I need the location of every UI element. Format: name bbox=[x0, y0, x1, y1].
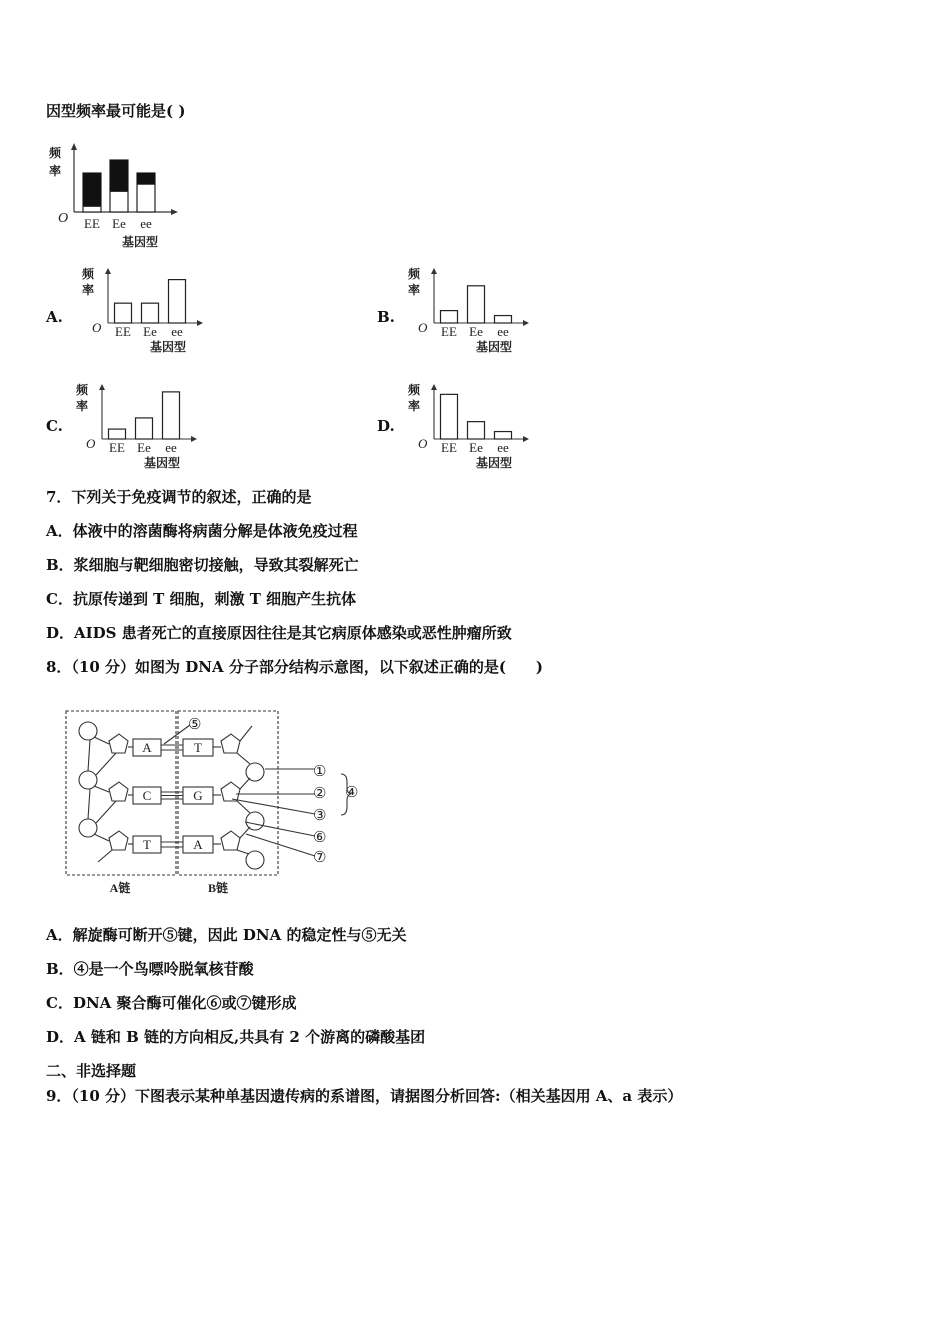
hist-ylabel-1: 频 bbox=[82, 267, 95, 281]
q8-stem: 8．（10 分）如图为 DNA 分子部分结构示意图，以下叙述正确的是( ) bbox=[46, 658, 544, 676]
hist-xlabel: 基因型 bbox=[476, 456, 513, 470]
bar-Ee bbox=[142, 303, 159, 323]
hist-xlabel: 基因型 bbox=[476, 340, 513, 354]
dna-mark-1: ① bbox=[313, 764, 327, 780]
hist-ylabel-2: 率 bbox=[408, 399, 421, 413]
hist-ylabel-2: 率 bbox=[49, 164, 62, 178]
option-c-label[interactable]: C. bbox=[46, 417, 63, 435]
dna-chain-a-label: A链 bbox=[109, 881, 131, 895]
dna-base-right-2: G bbox=[193, 788, 203, 803]
hist-ylabel-1: 频 bbox=[408, 267, 421, 281]
tick-label-EE: EE bbox=[115, 324, 131, 339]
tick-label-EE: EE bbox=[441, 324, 457, 339]
dna-base-left-1: A bbox=[142, 740, 152, 755]
tick-label-EE: EE bbox=[109, 440, 125, 455]
bar-ee bbox=[163, 392, 180, 439]
dna-chain-b-label: B链 bbox=[207, 881, 229, 895]
hist-ylabel-1: 频 bbox=[49, 146, 62, 160]
hist-origin: O bbox=[418, 436, 428, 451]
hist-ylabel-1: 频 bbox=[76, 383, 89, 397]
tick-label-ee: ee bbox=[165, 440, 177, 455]
dna-mark-5: ⑤ bbox=[188, 717, 202, 733]
tick-label-Ee: Ee bbox=[469, 324, 483, 339]
hist-origin: O bbox=[418, 320, 428, 335]
hist-origin: O bbox=[86, 436, 96, 451]
dna-mark-2: ② bbox=[313, 786, 327, 802]
dna-mark-6: ⑥ bbox=[313, 830, 327, 846]
bar-dark-EE bbox=[83, 173, 101, 207]
q8-option-d[interactable]: D．A 链和 B 链的方向相反,共具有 2 个游离的磷酸基团 bbox=[46, 1028, 426, 1046]
q6-stem: 因型频率最可能是( ) bbox=[46, 102, 186, 120]
option-d-label[interactable]: D. bbox=[377, 417, 395, 435]
bar-Ee bbox=[468, 422, 485, 439]
option-c-histogram[interactable] bbox=[74, 382, 204, 474]
option-a-histogram[interactable] bbox=[80, 266, 210, 358]
bar-EE bbox=[441, 311, 458, 323]
bar-dark-Ee bbox=[110, 160, 128, 192]
dna-structure-diagram bbox=[60, 704, 380, 900]
q8-option-a[interactable]: A．解旋酶可断开⑤键，因此 DNA 的稳定性与⑤无关 bbox=[46, 926, 407, 944]
tick-label-EE: EE bbox=[84, 216, 100, 231]
bar-EE bbox=[115, 303, 132, 323]
tick-label-ee: ee bbox=[171, 324, 183, 339]
tick-label-Ee: Ee bbox=[469, 440, 483, 455]
q7-option-a[interactable]: A．体液中的溶菌酶将病菌分解是体液免疫过程 bbox=[46, 522, 358, 540]
section-title: 二、非选择题 bbox=[46, 1062, 137, 1080]
bar-Ee bbox=[136, 418, 153, 439]
dna-base-left-2: C bbox=[142, 788, 152, 803]
tick-label-ee: ee bbox=[497, 440, 509, 455]
option-d-histogram[interactable] bbox=[406, 382, 536, 474]
bar-EE bbox=[109, 429, 126, 439]
q7-stem: 7．下列关于免疫调节的叙述，正确的是 bbox=[46, 488, 312, 506]
dna-base-right-1: T bbox=[194, 740, 202, 755]
q7-option-d[interactable]: D．AIDS 患者死亡的直接原因往往是其它病原体感染或恶性肿瘤所致 bbox=[46, 624, 512, 642]
q8-option-b[interactable]: B．④是一个鸟嘌呤脱氧核苷酸 bbox=[46, 960, 254, 978]
tick-label-Ee: Ee bbox=[112, 216, 126, 231]
dna-base-left-3: T bbox=[143, 837, 151, 852]
dna-mark-4: ④ bbox=[345, 785, 359, 801]
hist-xlabel: 基因型 bbox=[122, 235, 159, 249]
q9-stem: 9．（10 分）下图表示某种单基因遗传病的系谱图，请据图分析回答:（相关基因用 A、a 表示） bbox=[46, 1087, 683, 1105]
bar-ee bbox=[495, 432, 512, 439]
bar-dark-ee bbox=[137, 173, 155, 185]
hist-xlabel: 基因型 bbox=[150, 340, 187, 354]
bar-EE bbox=[441, 394, 458, 439]
option-b-histogram[interactable] bbox=[406, 266, 536, 358]
option-a-label[interactable]: A. bbox=[46, 308, 63, 326]
tick-label-ee: ee bbox=[140, 216, 152, 231]
hist-xlabel: 基因型 bbox=[144, 456, 181, 470]
bar-Ee bbox=[468, 286, 485, 323]
q7-option-b[interactable]: B．浆细胞与靶细胞密切接触，导致其裂解死亡 bbox=[46, 556, 359, 574]
q8-option-c[interactable]: C．DNA 聚合酶可催化⑥或⑦键形成 bbox=[46, 994, 297, 1012]
hist-origin: O bbox=[58, 211, 69, 226]
tick-label-EE: EE bbox=[441, 440, 457, 455]
dna-mark-3: ③ bbox=[313, 808, 327, 824]
hist-ylabel-2: 率 bbox=[82, 283, 95, 297]
tick-label-Ee: Ee bbox=[137, 440, 151, 455]
hist-origin: O bbox=[92, 320, 102, 335]
tick-label-ee: ee bbox=[497, 324, 509, 339]
bar-ee bbox=[495, 316, 512, 323]
given-histogram bbox=[44, 140, 184, 255]
dna-mark-7: ⑦ bbox=[313, 850, 327, 866]
q7-option-c[interactable]: C．抗原传递到 T 细胞，刺激 T 细胞产生抗体 bbox=[46, 590, 357, 608]
hist-ylabel-2: 率 bbox=[76, 399, 89, 413]
hist-ylabel-1: 频 bbox=[408, 383, 421, 397]
dna-base-right-3: A bbox=[193, 837, 203, 852]
hist-ylabel-2: 率 bbox=[408, 283, 421, 297]
option-b-label[interactable]: B. bbox=[377, 308, 395, 326]
bar-ee bbox=[169, 280, 186, 323]
tick-label-Ee: Ee bbox=[143, 324, 157, 339]
